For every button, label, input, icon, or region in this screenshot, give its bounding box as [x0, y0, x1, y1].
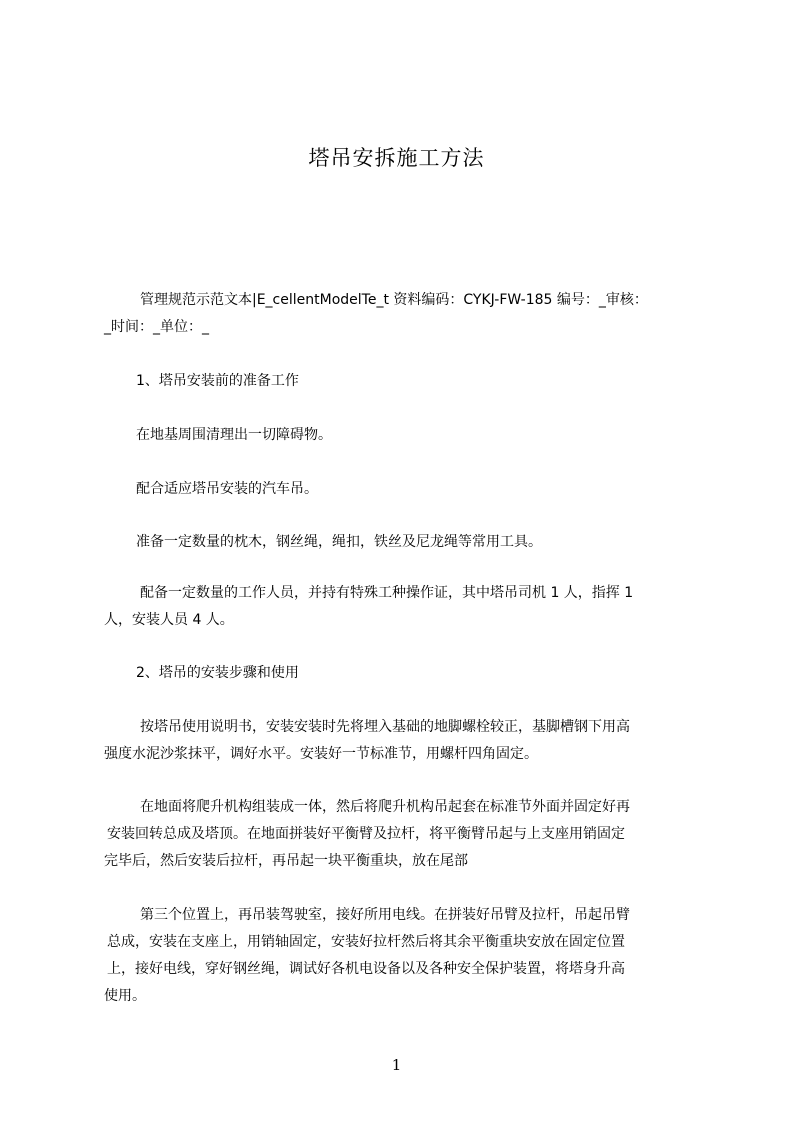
paragraph-line: 总成，安装在支座上，用销轴固定，安装好拉杆然后将其余平衡重块安放在固定位置 [107, 934, 625, 950]
paragraph-line: 强度水泥沙浆抹平，调好水平。安装好一节标准节，用螺杆四角固定。 [104, 746, 538, 762]
paragraph [104, 580, 700, 634]
paragraph-line: 第三个位置上，再吊装驾驶室，接好所用电线。在拼装好吊臂及拉杆，吊起吊臂 [140, 907, 630, 923]
paragraph-line: 准备一定数量的枕木，钢丝绳，绳扣，铁丝及尼龙绳等常用工具。 [136, 534, 542, 550]
paragraph [104, 422, 700, 449]
paragraph-line: 人，安装人员 4 人。 [104, 612, 234, 628]
section-heading-text: 2、塔吊的安装步骤和使用 [136, 665, 299, 681]
paragraph [104, 902, 700, 1010]
paragraph-line: 按塔吊使用说明书，安装安装时先将埋入基础的地脚螺栓较正，基脚槽钢下用高 [140, 719, 630, 735]
paragraph-line: 安装回转总成及塔顶。在地面拼装好平衡臂及拉杆，将平衡臂吊起与上支座用销固定 [107, 826, 625, 842]
paragraph [104, 476, 700, 503]
section-heading [104, 368, 700, 395]
meta-line: 管理规范示范文本|E_cellentModelTe_t 资料编码：CYKJ-FW-185 编号：_审核： [140, 292, 648, 308]
meta-block [104, 287, 700, 341]
paragraph-line: 上，接好电线，穿好钢丝绳，调试好各机电设备以及各种安全保护装置，将塔身升高 [107, 961, 625, 977]
paragraph-line: 配合适应塔吊安装的汽车吊。 [136, 481, 318, 497]
paragraph [104, 714, 700, 768]
page-number: 1 [391, 1056, 402, 1074]
paragraph-line: 配备一定数量的工作人员，并持有特殊工种操作证，其中塔吊司机 1 人，指挥 1 [140, 585, 634, 601]
paragraph-line: 完毕后，然后安装后拉杆，再吊起一块平衡重块，放在尾部 [104, 853, 468, 869]
section-heading-text: 1、塔吊安装前的准备工作 [136, 373, 299, 389]
paragraph-line: 使用。 [104, 988, 146, 1004]
section-heading [104, 660, 700, 687]
paragraph-line: 在地面将爬升机构组装成一体，然后将爬升机构吊起套在标准节外面并固定好再 [140, 799, 630, 815]
paragraph-line: 在地基周围清理出一切障碍物。 [136, 427, 332, 443]
meta-line: _时间：_单位：_ [104, 319, 209, 335]
document-title: 塔吊安拆施工方法 [308, 146, 485, 170]
paragraph [104, 529, 700, 556]
paragraph [104, 794, 700, 875]
